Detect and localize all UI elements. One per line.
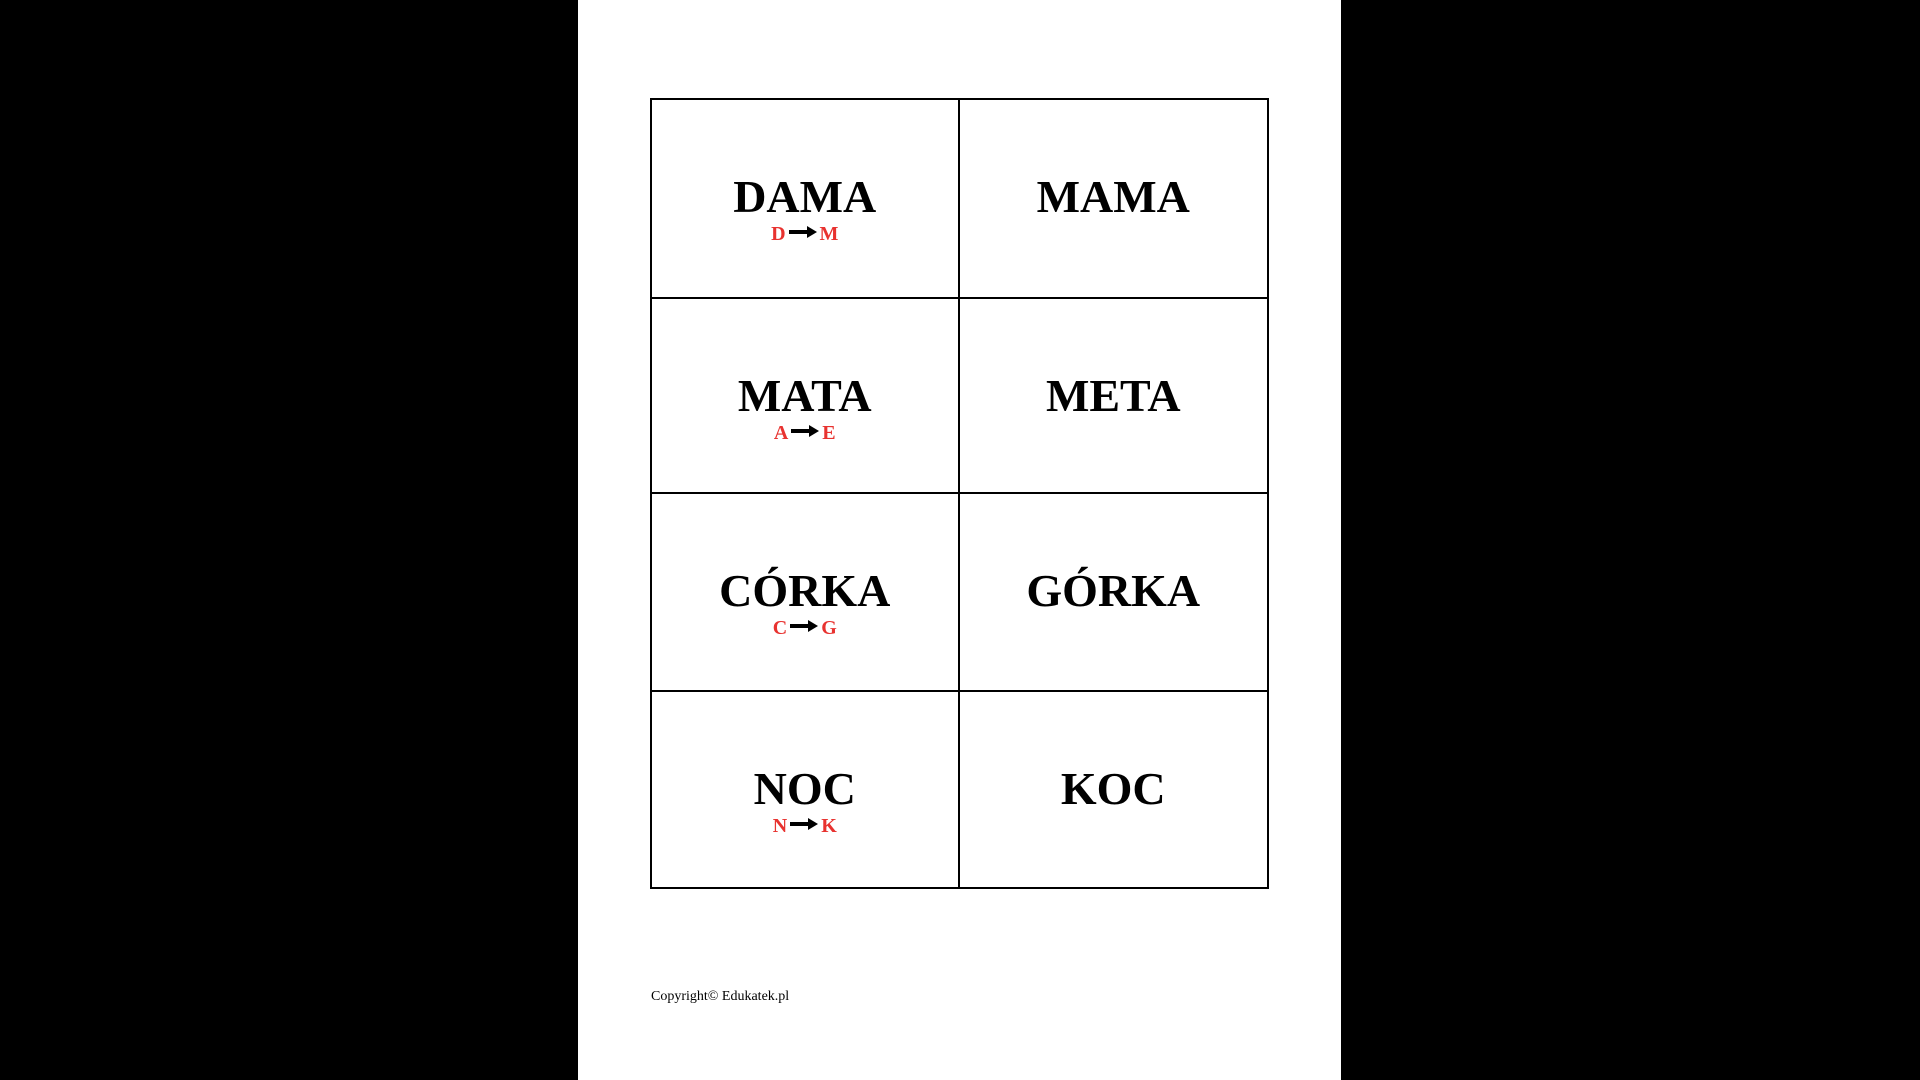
card-cell xyxy=(652,100,960,299)
letter-change-hint xyxy=(652,222,958,246)
card-cell xyxy=(652,494,960,692)
copyright-notice: Copyright© Edukatek.pl xyxy=(651,989,790,1004)
card-cell xyxy=(960,100,1268,299)
right-arrow-icon xyxy=(791,425,819,437)
hint-to-letter: M xyxy=(819,223,839,245)
card-word: MATA xyxy=(737,370,872,421)
hint-from-letter: C xyxy=(772,617,788,639)
card-word: DAMA xyxy=(733,171,877,222)
right-arrow-icon xyxy=(790,818,818,830)
card-word: META xyxy=(1045,370,1181,421)
hint-from-letter: N xyxy=(772,815,788,837)
hint-to-letter: E xyxy=(822,422,836,444)
card-cell xyxy=(652,692,960,887)
right-arrow-icon xyxy=(789,226,817,238)
card-word: KOC xyxy=(1060,763,1166,814)
hint-from-letter: D xyxy=(771,223,786,245)
document-page xyxy=(578,0,1341,1080)
card-cell xyxy=(652,299,960,494)
card-cell xyxy=(960,299,1268,494)
word-card-grid xyxy=(650,98,1269,889)
letter-change-hint xyxy=(652,814,958,838)
card-cell xyxy=(960,692,1268,887)
letter-change-hint xyxy=(652,421,958,445)
card-word: GÓRKA xyxy=(1026,565,1201,616)
hint-to-letter: K xyxy=(821,815,837,837)
right-arrow-icon xyxy=(790,620,818,632)
letter-change-hint xyxy=(652,616,958,640)
card-word: MAMA xyxy=(1036,171,1190,222)
card-word: NOC xyxy=(753,763,856,814)
card-word: CÓRKA xyxy=(719,565,891,616)
card-cell xyxy=(960,494,1268,692)
hint-from-letter: A xyxy=(773,422,789,444)
hint-to-letter: G xyxy=(821,617,837,639)
